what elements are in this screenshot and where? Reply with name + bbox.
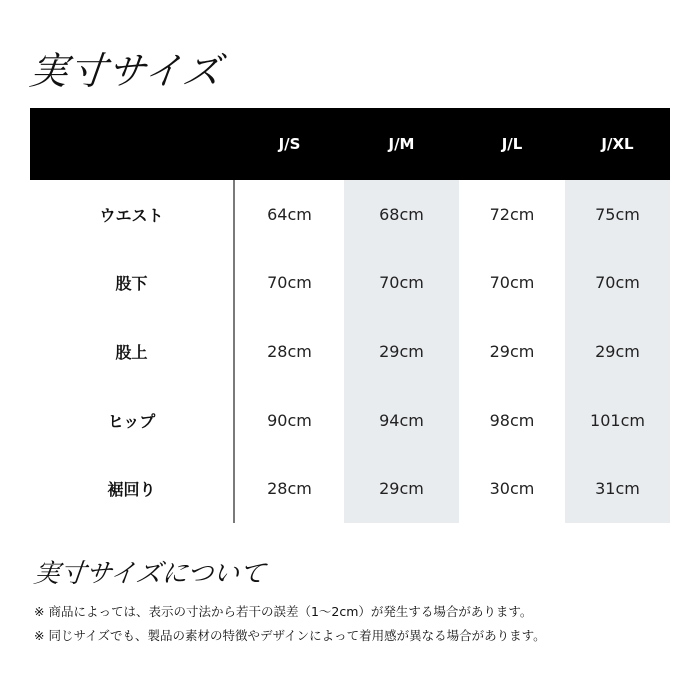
column-jl (459, 180, 565, 523)
cell-inseam-jm: 70cm (379, 273, 424, 293)
header-size-jxl: J/XL (601, 135, 634, 153)
row-label-rise: 股上 (115, 342, 148, 362)
column-js (235, 180, 344, 523)
page-title: 実寸サイズ (27, 49, 224, 93)
cell-hem-jxl: 31cm (595, 479, 640, 499)
cell-hem-js: 28cm (267, 479, 312, 499)
row-label-waist: ウエスト (99, 205, 164, 225)
row-label-hem: 裾回り (107, 480, 156, 500)
cell-hip-jl: 98cm (489, 410, 535, 430)
column-jm (344, 180, 459, 523)
size-table-header (30, 108, 670, 180)
header-size-jm: J/M (388, 135, 415, 153)
cell-inseam-jl: 70cm (489, 273, 535, 293)
cell-rise-jm: 29cm (379, 341, 424, 361)
cell-waist-jxl: 75cm (595, 204, 640, 224)
cell-hip-js: 90cm (267, 410, 312, 430)
cell-hem-jm: 29cm (379, 479, 424, 499)
about-heading: 実寸サイズについて (32, 559, 267, 589)
cell-waist-js: 64cm (267, 204, 312, 224)
row-label-hip: ヒップ (107, 411, 156, 431)
cell-inseam-js: 70cm (267, 273, 312, 293)
size-table (30, 108, 670, 523)
cell-rise-js: 28cm (267, 341, 312, 361)
cell-rise-jxl: 29cm (595, 341, 640, 361)
header-size-js: J/S (278, 135, 301, 153)
column-jxl (565, 180, 670, 523)
note-fit-variation: ※ 同じサイズでも、製品の素材の特徴やデザインによって着用感が異なる場合があります。 (34, 628, 546, 643)
row-label-inseam: 股下 (115, 274, 148, 294)
cell-hem-jl: 30cm (489, 479, 535, 499)
header-size-jl: J/L (501, 135, 523, 153)
cell-waist-jl: 72cm (489, 204, 535, 224)
cell-rise-jl: 29cm (489, 341, 535, 361)
cell-inseam-jxl: 70cm (595, 273, 640, 293)
size-table-body (30, 180, 670, 523)
header-empty-cell (30, 108, 235, 180)
note-measurement-tolerance: ※ 商品によっては、表示の寸法から若干の誤差（1〜2cm）が発生する場合があります。 (34, 604, 533, 619)
cell-waist-jm: 68cm (379, 204, 424, 224)
cell-hip-jxl: 101cm (590, 410, 645, 430)
cell-hip-jm: 94cm (379, 410, 424, 430)
measurement-label-column (30, 180, 235, 523)
